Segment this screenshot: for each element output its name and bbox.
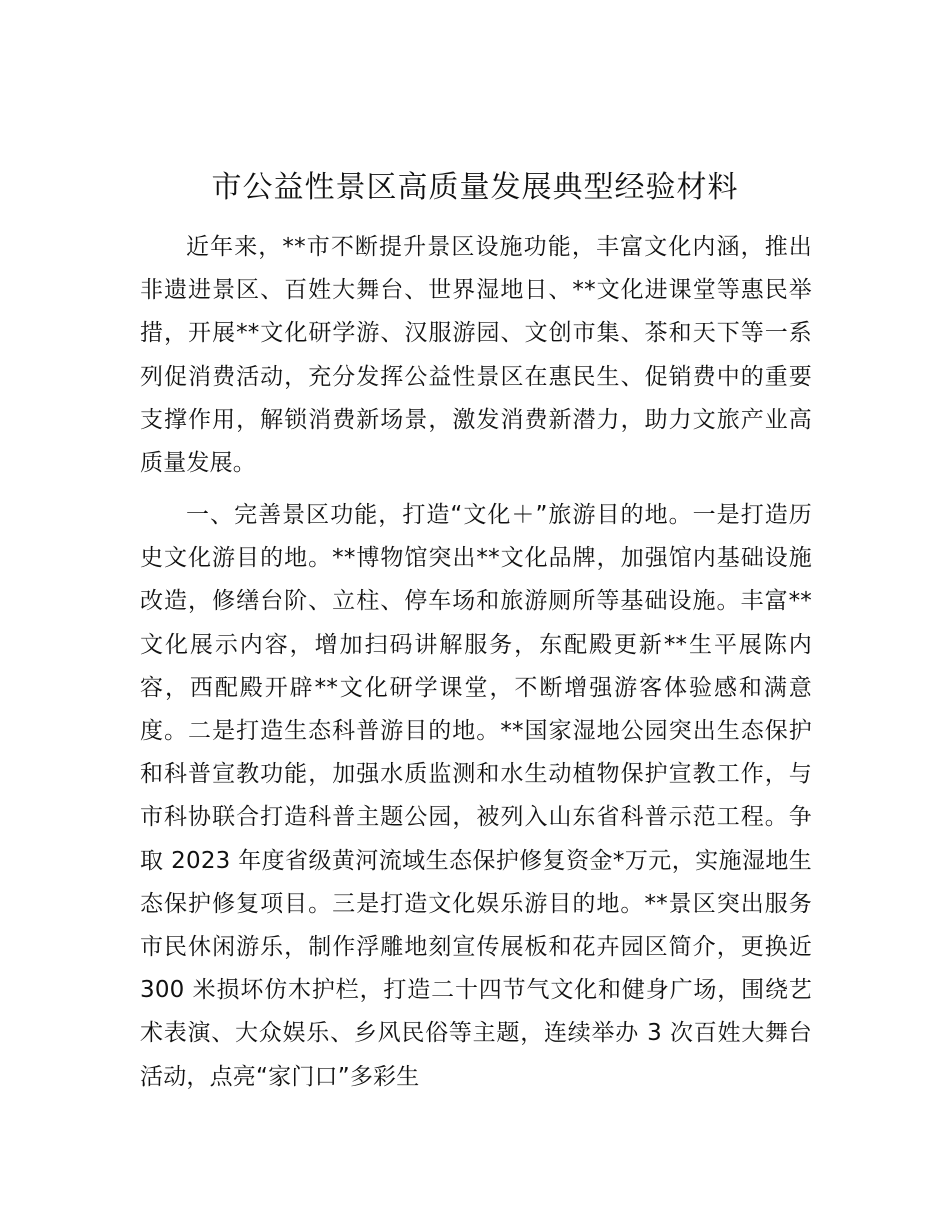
paragraph-section-one: 一、完善景区功能，打造“文化＋”旅游目的地。一是打造历史文化游目的地。**博物馆突出**文化品牌，加强馆内基础设施改造，修缮台阶、立柱、停车场和旅游厕所等基础设施。丰富**文化展示内容，增加扫码讲解服务，东配殿更新**生平展陈内容，西配殿开辟**文化研学课堂，不断增强游客体验感和满意度。二是打造生态科普游目的地。**国家湿地公园突出生态保护和科普宣教功能，加强水质监测和水生动植物保护宣教工作，与市科协联合打造科普主题公园，被列入山东省科普示范工程。争取 2023 年度省级黄河流域生态保护修复资金*万元，实施湿地生态保护修复项目。三是打造文化娱乐游目的地。**景区突出服务市民休闲游乐，制作浮雕地刻宣传展板和花卉园区简介，更换近 300 米损坏仿木护栏，打造二十四节气文化和健身广场，围绕艺术表演、大众娱乐、乡风民俗等主题，连续举办 3 次百姓大舞台活动，点亮“家门口”多彩生 — [140, 502, 812, 1090]
document-title: 市公益性景区高质量发展典型经验材料 — [211, 170, 739, 205]
paragraph-intro: 近年来，**市不断提升景区设施功能，丰富文化内涵，推出非遗进景区、百姓大舞台、世界湿地日、**文化进课堂等惠民举措，开展**文化研学游、汉服游园、文创市集、茶和天下等一系列促消费活动，充分发挥公益性景区在惠民生、促销费中的重要支撑作用，解锁消费新场景，激发消费新潜力，助力文旅产业高质量发展。 — [140, 234, 812, 477]
